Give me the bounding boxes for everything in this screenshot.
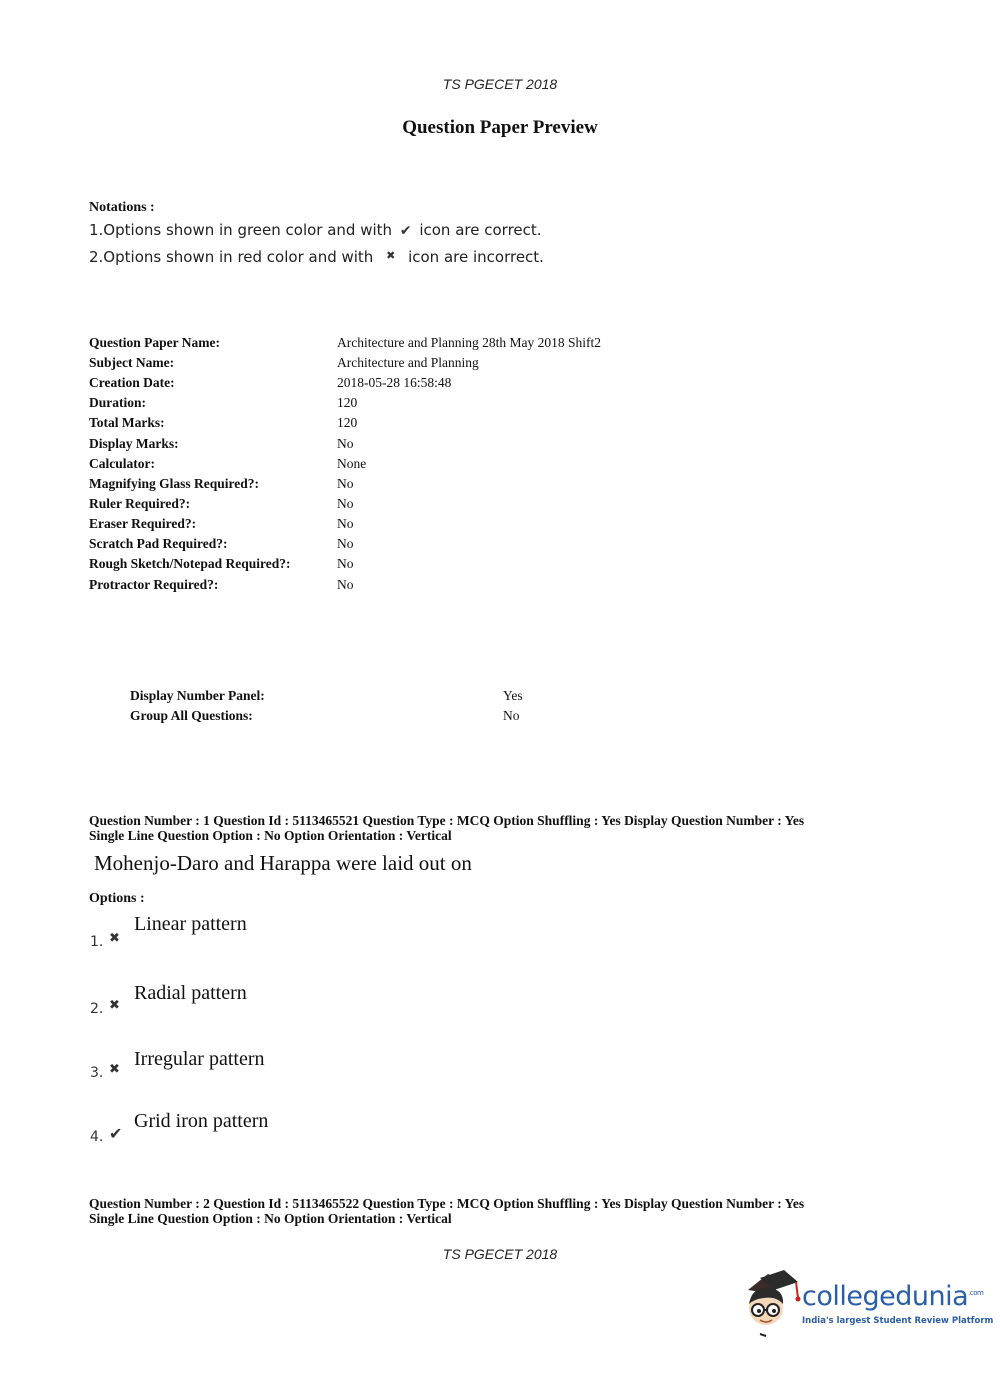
- meta-value: No: [337, 536, 354, 551]
- check-icon: ✔: [109, 1124, 123, 1143]
- meta-value: No: [337, 496, 354, 511]
- notation-correct-suffix: icon are correct.: [419, 221, 542, 239]
- brand-name-text: collegedunia: [802, 1281, 969, 1312]
- cross-icon: ✖: [109, 1062, 120, 1077]
- meta-label: Display Marks:: [89, 436, 179, 451]
- meta-label: Question Paper Name:: [89, 335, 220, 350]
- meta-value: No: [337, 476, 354, 491]
- notation-incorrect: [89, 248, 544, 266]
- cross-icon: ✖: [109, 931, 120, 946]
- meta-value: Architecture and Planning: [337, 355, 479, 370]
- option-number: 2.: [90, 1001, 104, 1017]
- option-text: Grid iron pattern: [134, 1110, 269, 1132]
- question-meta: [89, 813, 804, 843]
- notation-incorrect-prefix: 2.Options shown in red color and with: [89, 248, 374, 266]
- page-title: Question Paper Preview: [402, 117, 598, 138]
- meta-label: Calculator:: [89, 456, 155, 471]
- option-number: 3.: [90, 1065, 104, 1081]
- question-text: Mohenjo-Daro and Harappa were laid out on: [94, 851, 472, 875]
- meta-value: None: [337, 456, 367, 471]
- meta-label: Rough Sketch/Notepad Required?:: [89, 556, 291, 571]
- question-meta-line: Question Number : 1 Question Id : 5113465521 Question Type : MCQ Option Shuffling : Yes Display Question Number : Yes: [89, 813, 805, 828]
- question-meta-line: Single Line Question Option : No Option Orientation : Vertical: [89, 828, 452, 843]
- question-meta-line: Question Number : 2 Question Id : 5113465522 Question Type : MCQ Option Shuffling : Yes Display Question Number : Yes: [89, 1196, 805, 1211]
- option-number: 4.: [90, 1129, 104, 1145]
- meta-label: Scratch Pad Required?:: [89, 536, 228, 551]
- cross-icon: ✖: [109, 998, 120, 1013]
- option-text: Linear pattern: [134, 913, 247, 935]
- question-meta-line: Single Line Question Option : No Option Orientation : Vertical: [89, 1211, 452, 1226]
- notation-correct: [89, 221, 542, 239]
- check-icon: ✔: [399, 223, 412, 239]
- header-title: TS PGECET 2018: [442, 76, 558, 92]
- meta-value: 2018-05-28 16:58:48: [337, 375, 452, 390]
- brand-domain: .com: [968, 1289, 984, 1297]
- meta-value: Architecture and Planning 28th May 2018 Shift2: [337, 335, 601, 350]
- question-meta: [89, 1196, 804, 1226]
- notation-correct-prefix: 1.Options shown in green color and with: [89, 221, 393, 239]
- meta-value: No: [337, 516, 354, 531]
- meta-label: Duration:: [89, 395, 146, 410]
- meta-label: Protractor Required?:: [89, 577, 219, 592]
- meta-label: Magnifying Glass Required?:: [89, 476, 260, 491]
- option-number: 1.: [90, 934, 104, 950]
- options-label: Options :: [89, 891, 145, 906]
- option-text: Radial pattern: [134, 982, 247, 1004]
- brand-name: [802, 1281, 983, 1312]
- meta-label: Ruler Required?:: [89, 496, 191, 511]
- meta-value: 120: [337, 395, 358, 410]
- meta-value: No: [337, 577, 354, 592]
- panel-label: Display Number Panel:: [130, 688, 265, 703]
- cross-icon: ✖: [386, 249, 396, 262]
- option-text: Irregular pattern: [134, 1048, 265, 1070]
- meta-value: 120: [337, 415, 358, 430]
- meta-label: Total Marks:: [89, 415, 165, 430]
- footer-title: TS PGECET 2018: [442, 1246, 558, 1262]
- panel-value: Yes: [503, 688, 523, 703]
- notation-incorrect-suffix: icon are incorrect.: [408, 248, 544, 266]
- notations-label: Notations :: [89, 200, 155, 215]
- meta-label: Creation Date:: [89, 375, 175, 390]
- brand-tagline: India's largest Student Review Platform: [802, 1316, 994, 1326]
- mascot-logo-icon: [740, 1268, 802, 1340]
- panel-value: No: [503, 708, 520, 723]
- panel-label: Group All Questions:: [130, 708, 253, 723]
- meta-value: No: [337, 556, 354, 571]
- meta-label: Eraser Required?:: [89, 516, 197, 531]
- meta-label: Subject Name:: [89, 355, 175, 370]
- meta-value: No: [337, 436, 354, 451]
